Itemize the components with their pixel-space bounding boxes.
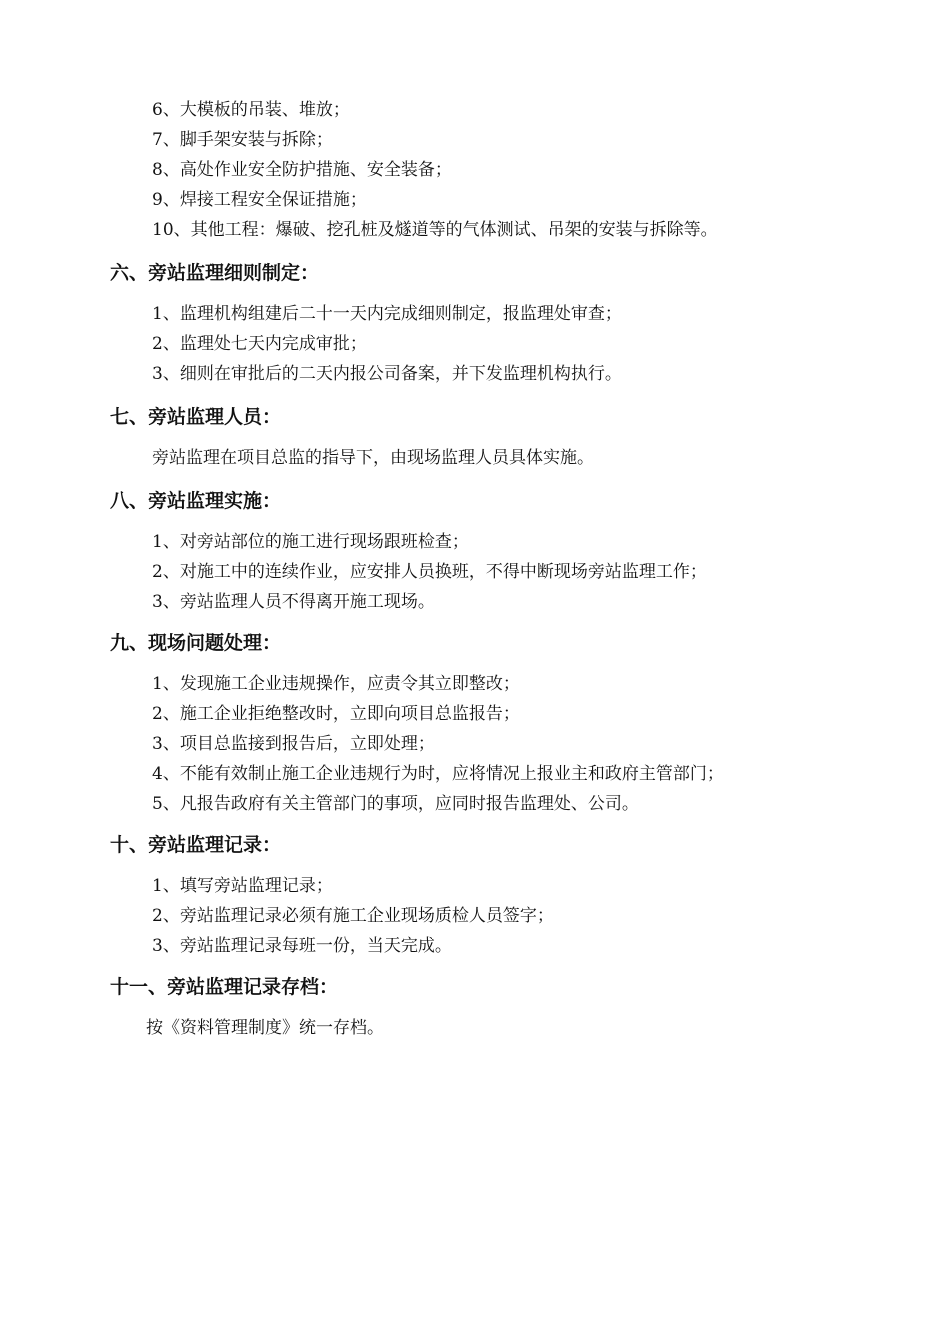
list-item: 9、焊接工程安全保证措施； xyxy=(152,190,367,210)
list-item: 6、大模板的吊装、堆放； xyxy=(152,100,350,120)
list-item: 3、细则在审批后的二天内报公司备案，并下发监理机构执行。 xyxy=(152,364,622,384)
list-item: 4、不能有效制止施工企业违规行为时，应将情况上报业主和政府主管部门； xyxy=(152,764,724,784)
paragraph: 旁站监理在项目总监的指导下，由现场监理人员具体实施。 xyxy=(152,448,594,468)
list-item: 1、对旁站部位的施工进行现场跟班检查； xyxy=(152,532,469,552)
paragraph: 按《资料管理制度》统一存档。 xyxy=(146,1018,384,1038)
section-heading: 七、旁站监理人员： xyxy=(110,406,282,428)
section-heading: 十一、旁站监理记录存档： xyxy=(110,976,339,998)
section-heading: 九、现场问题处理： xyxy=(110,632,282,654)
list-item: 7、脚手架安装与拆除； xyxy=(152,130,333,150)
list-item: 2、对施工中的连续作业，应安排人员换班，不得中断现场旁站监理工作； xyxy=(152,562,707,582)
list-item: 2、监理处七天内完成审批； xyxy=(152,334,367,354)
list-item: 5、凡报告政府有关主管部门的事项，应同时报告监理处、公司。 xyxy=(152,794,639,814)
list-item: 3、旁站监理人员不得离开施工现场。 xyxy=(152,592,435,612)
list-item: 2、旁站监理记录必须有施工企业现场质检人员签字； xyxy=(152,906,554,926)
list-item: 3、项目总监接到报告后，立即处理； xyxy=(152,734,435,754)
list-item: 1、监理机构组建后二十一天内完成细则制定，报监理处审查； xyxy=(152,304,622,324)
list-item: 1、填写旁站监理记录； xyxy=(152,876,333,896)
list-item: 8、高处作业安全防护措施、安全装备； xyxy=(152,160,452,180)
list-item: 2、施工企业拒绝整改时，立即向项目总监报告； xyxy=(152,704,520,724)
list-item: 10、其他工程：爆破、挖孔桩及燧道等的气体测试、吊架的安装与拆除等。 xyxy=(152,220,718,240)
section-heading: 十、旁站监理记录： xyxy=(110,834,282,856)
list-item: 1、发现施工企业违规操作，应责令其立即整改； xyxy=(152,674,520,694)
list-item: 3、旁站监理记录每班一份，当天完成。 xyxy=(152,936,452,956)
section-heading: 八、旁站监理实施： xyxy=(110,490,282,512)
section-heading: 六、旁站监理细则制定： xyxy=(110,262,320,284)
